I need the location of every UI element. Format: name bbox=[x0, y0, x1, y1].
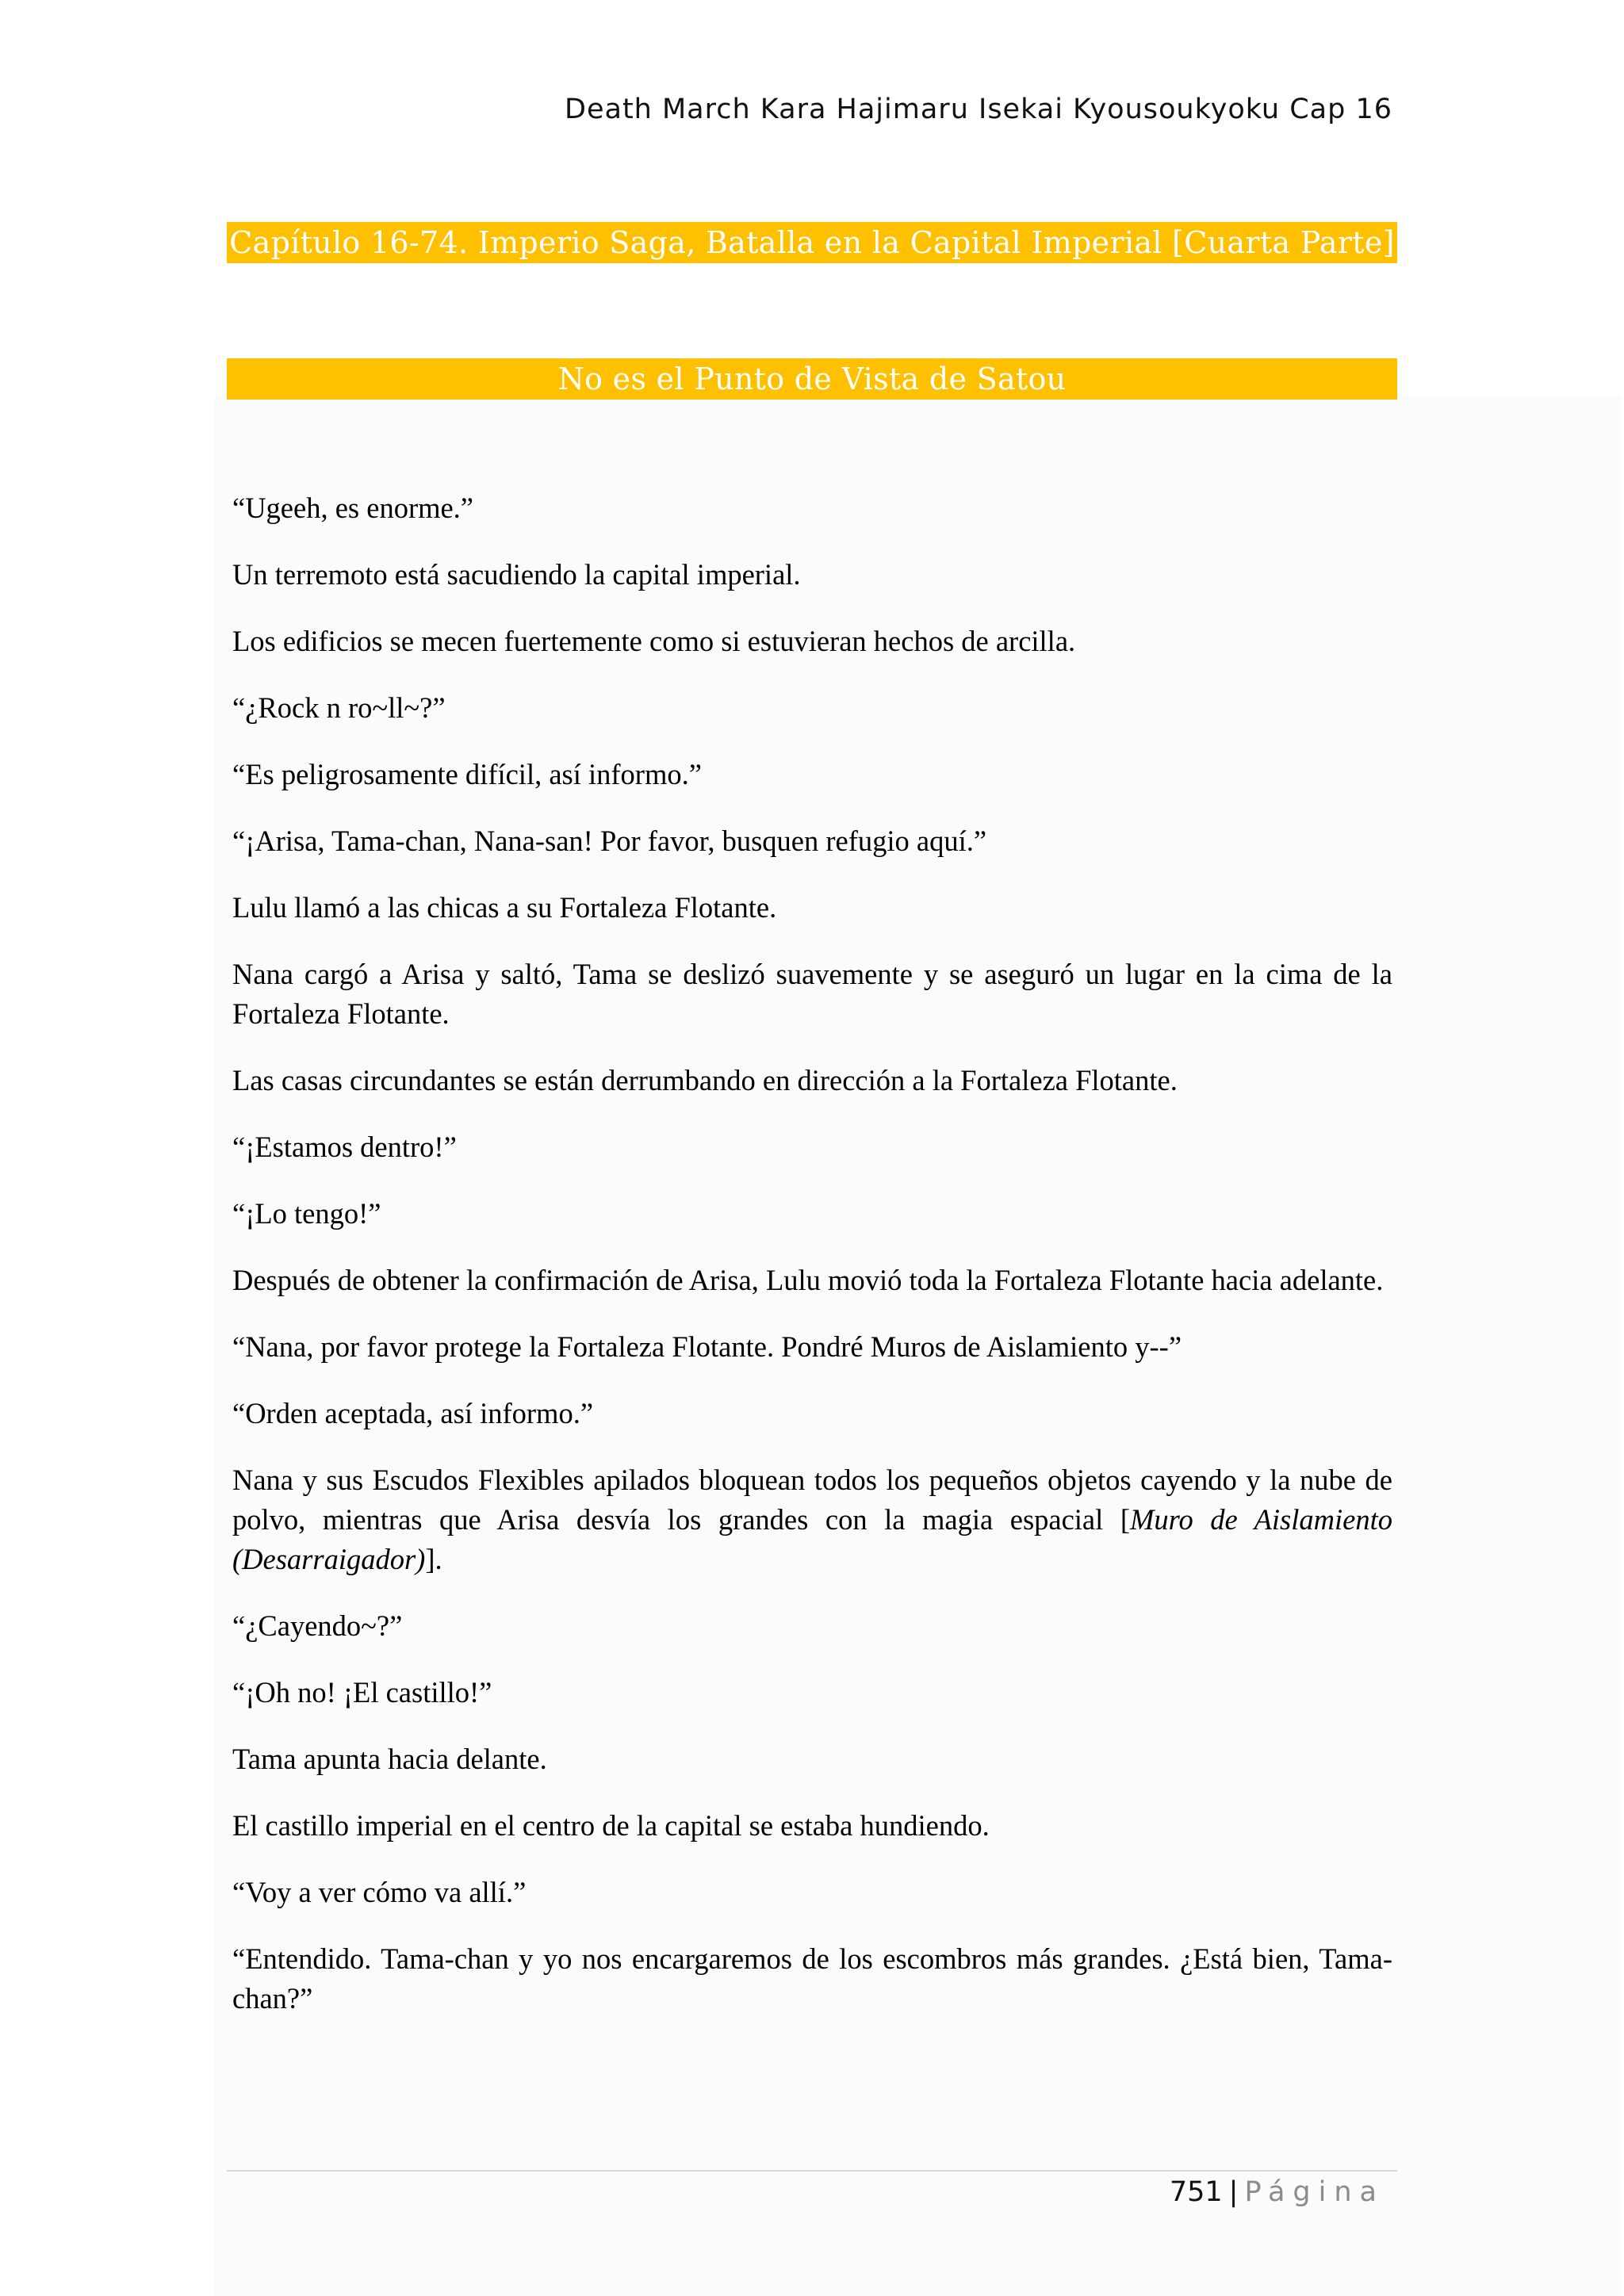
paragraph: “¿Rock n ro~ll~?” bbox=[232, 691, 446, 724]
paragraph bbox=[232, 1460, 1392, 1579]
body-text bbox=[232, 488, 1392, 2045]
paragraph: “¡Lo tengo!” bbox=[232, 1197, 381, 1230]
paragraph: Nana cargó a Arisa y saltó, Tama se deslizó suavemente y se aseguró un lugar en la cima de la Fortaleza Flotante. bbox=[232, 958, 1392, 1030]
paragraph: “¡Arisa, Tama-chan, Nana-san! Por favor, busquen refugio aquí.” bbox=[232, 825, 987, 857]
page-label: Página bbox=[1244, 2176, 1385, 2208]
paragraph: El castillo imperial en el centro de la capital se estaba hundiendo. bbox=[232, 1809, 990, 1842]
running-header: Death March Kara Hajimaru Isekai Kyousoukyoku Cap 16 bbox=[565, 94, 1392, 125]
paragraph: “Nana, por favor protege la Fortaleza Flotante. Pondré Muros de Aislamiento y--” bbox=[232, 1330, 1182, 1363]
section-title-banner: No es el Punto de Vista de Satou bbox=[227, 358, 1397, 400]
paragraph: “¡Estamos dentro!” bbox=[232, 1131, 457, 1163]
paragraph: “Entendido. Tama-chan y yo nos encargaremos de los escombros más grandes. ¿Está bien, Tama-chan?” bbox=[232, 1942, 1392, 2015]
paragraph: Un terremoto está sacudiendo la capital imperial. bbox=[232, 558, 801, 591]
paragraph: “¿Cayendo~?” bbox=[232, 1609, 403, 1642]
paragraph: Después de obtener la confirmación de Arisa, Lulu movió toda la Fortaleza Flotante hacia adelante. bbox=[232, 1264, 1384, 1296]
page-number: 751 bbox=[1169, 2176, 1223, 2208]
chapter-title-banner: Capítulo 16-74. Imperio Saga, Batalla en la Capital Imperial [Cuarta Parte] bbox=[227, 222, 1397, 263]
paragraph: Los edificios se mecen fuertemente como si estuvieran hechos de arcilla. bbox=[232, 625, 1076, 657]
footer-separator: | bbox=[1228, 2176, 1239, 2208]
footer-divider bbox=[227, 2170, 1397, 2172]
paragraph: “¡Oh no! ¡El castillo!” bbox=[232, 1676, 492, 1709]
paragraph: Tama apunta hacia delante. bbox=[232, 1743, 547, 1775]
paragraph-text: ]. bbox=[425, 1543, 442, 1575]
spell-name-italic: Muro de Aislamiento (Desarraigador) bbox=[232, 1503, 1392, 1575]
paragraph: Las casas circundantes se están derrumbando en dirección a la Fortaleza Flotante. bbox=[232, 1064, 1178, 1096]
paragraph-text: Nana y sus Escudos Flexibles apilados bloquean todos los pequeños objetos cayendo y la nube de polvo, mientras que Arisa desvía los grandes con la magia espacial [ bbox=[232, 1464, 1392, 1536]
paragraph: Lulu llamó a las chicas a su Fortaleza Flotante. bbox=[232, 891, 777, 924]
paragraph: “Voy a ver cómo va allí.” bbox=[232, 1876, 527, 1908]
paragraph: “Es peligrosamente difícil, así informo.” bbox=[232, 758, 702, 790]
page-footer bbox=[227, 2176, 1385, 2208]
paragraph: “Orden aceptada, así informo.” bbox=[232, 1397, 594, 1429]
paragraph: “Ugeeh, es enorme.” bbox=[232, 492, 474, 524]
